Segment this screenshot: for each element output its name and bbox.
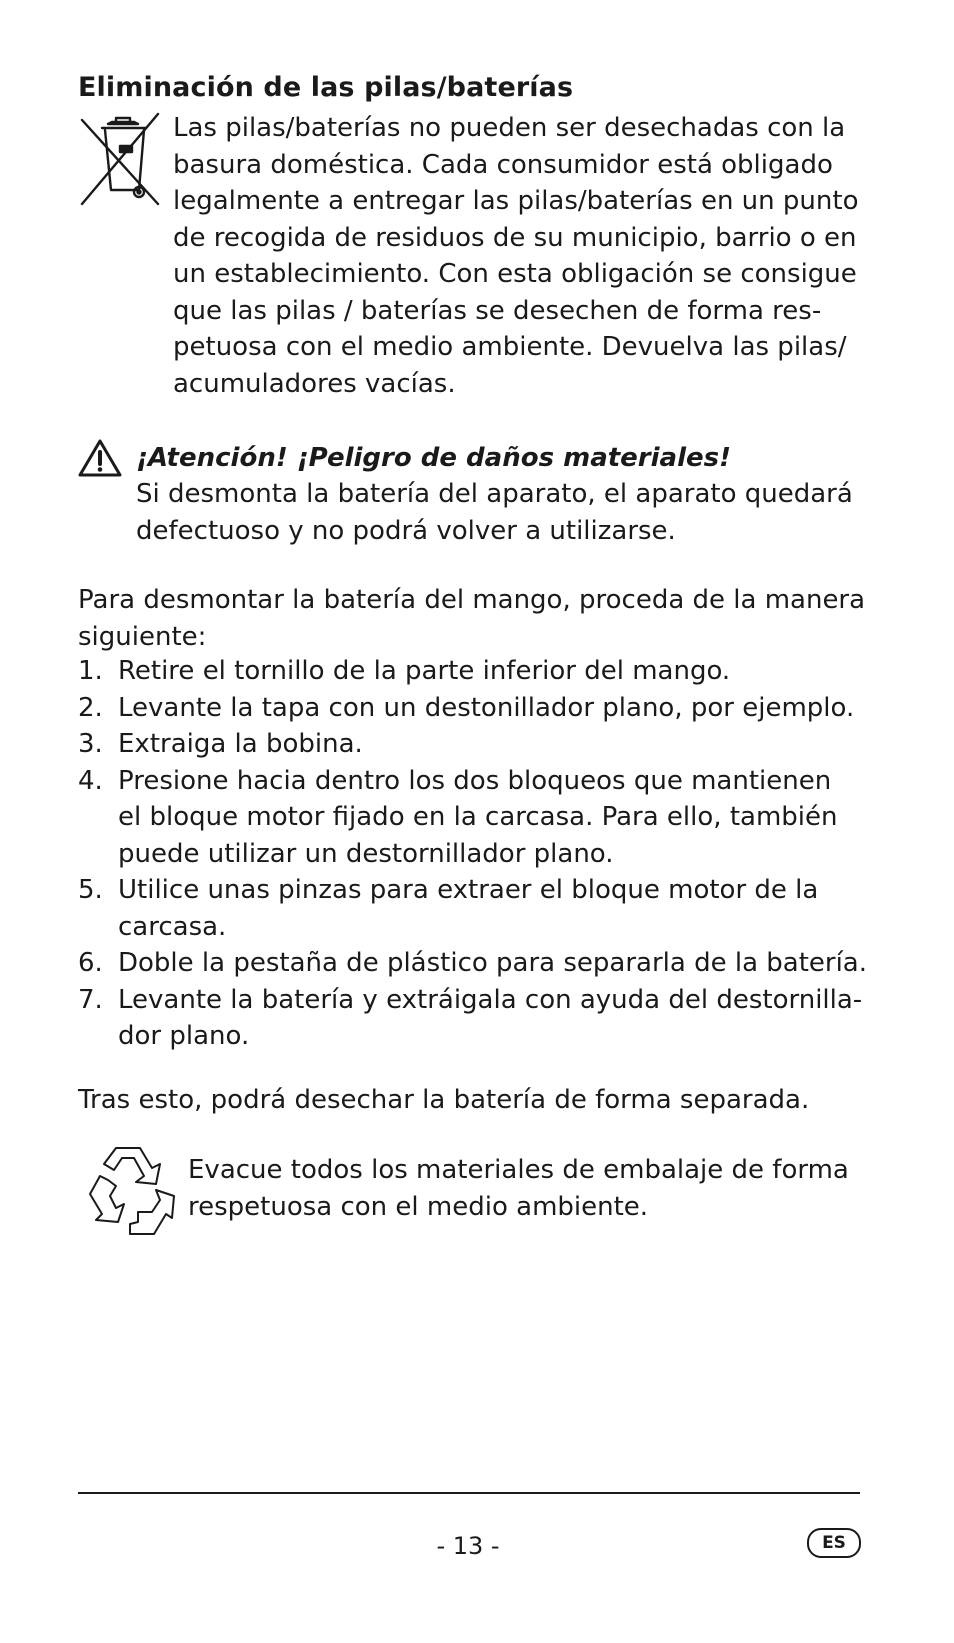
step-number: 7. [78, 984, 103, 1015]
instructions-intro [78, 582, 898, 655]
closing-note [78, 1082, 898, 1119]
step-number: 2. [78, 692, 103, 723]
text-line: Tras esto, podrá desechar la batería de forma separada. [78, 1085, 810, 1115]
step-text: puede utilizar un destornillador plano. [118, 838, 614, 869]
text-line: legalmente a entregar las pilas/baterías en un punto [173, 186, 859, 216]
text-line: Las pilas/baterías no pueden ser desechadas con la [173, 113, 846, 143]
list-item [78, 690, 898, 727]
step-text: carcasa. [118, 911, 227, 942]
step-number: 1. [78, 656, 103, 686]
list-item [78, 726, 898, 763]
step-text: Levante la batería y extráigala con ayuda del destornilla- [118, 984, 863, 1015]
step-text: Levante la tapa con un destonillador plano, por ejemplo. [118, 692, 855, 723]
text-line: acumuladores vacías. [173, 368, 456, 399]
page-number: - 13 - [436, 1532, 500, 1560]
recycle-icon [78, 1140, 182, 1240]
list-item [78, 653, 898, 690]
steps-list [78, 653, 898, 1055]
step-text: Extraiga la bobina. [118, 729, 363, 759]
warning-triangle-icon [78, 438, 122, 478]
warning-text [136, 476, 896, 549]
step-text: Utilice unas pinzas para extraer el bloque motor de la [118, 875, 819, 905]
step-text: el bloque motor fijado en la carcasa. Para ello, también [118, 802, 838, 832]
text-line: petuosa con el medio ambiente. Devuelva las pilas/ [173, 332, 847, 362]
list-item [78, 872, 898, 945]
step-number: 4. [78, 765, 103, 796]
step-number: 5. [78, 875, 103, 905]
section-heading: Eliminación de las pilas/baterías [78, 72, 574, 103]
crossed-out-wheelie-bin-icon [78, 110, 162, 208]
step-text: Doble la pestaña de plástico para separarla de la batería. [118, 948, 867, 978]
text-line: de recogida de residuos de su municipio, barrio o en [173, 222, 857, 253]
text-line: Para desmontar la batería del mango, proceda de la manera [78, 585, 866, 615]
language-badge: ES [807, 1528, 861, 1558]
step-number: 6. [78, 948, 103, 978]
list-item [78, 945, 898, 982]
step-text: Presione hacia dentro los dos bloqueos que mantienen [118, 765, 832, 796]
list-item [78, 982, 898, 1055]
step-number: 3. [78, 729, 103, 759]
text-line: Si desmonta la batería del aparato, el aparato quedará [136, 479, 853, 509]
battery-disposal-text [173, 110, 898, 402]
text-line: siguiente: [78, 621, 207, 652]
footer-divider [78, 1492, 860, 1494]
text-line: que las pilas / baterías se desechen de forma res- [173, 295, 822, 326]
text-line: defectuoso y no podrá volver a utilizarse. [136, 515, 676, 546]
text-line: un establecimiento. Con esta obligación se consigue [173, 259, 857, 289]
step-text: Retire el tornillo de la parte inferior del mango. [118, 656, 731, 686]
warning-title: ¡Atención! ¡Peligro de daños materiales! [136, 443, 731, 473]
text-line: basura doméstica. Cada consumidor está obligado [173, 149, 833, 180]
list-item [78, 763, 898, 873]
text-line: respetuosa con el medio ambiente. [188, 1191, 649, 1222]
step-text: dor plano. [118, 1021, 250, 1051]
text-line: Evacue todos los materiales de embalaje de forma [188, 1155, 849, 1185]
manual-page [78, 0, 898, 1643]
packaging-disposal-text [188, 1152, 898, 1225]
